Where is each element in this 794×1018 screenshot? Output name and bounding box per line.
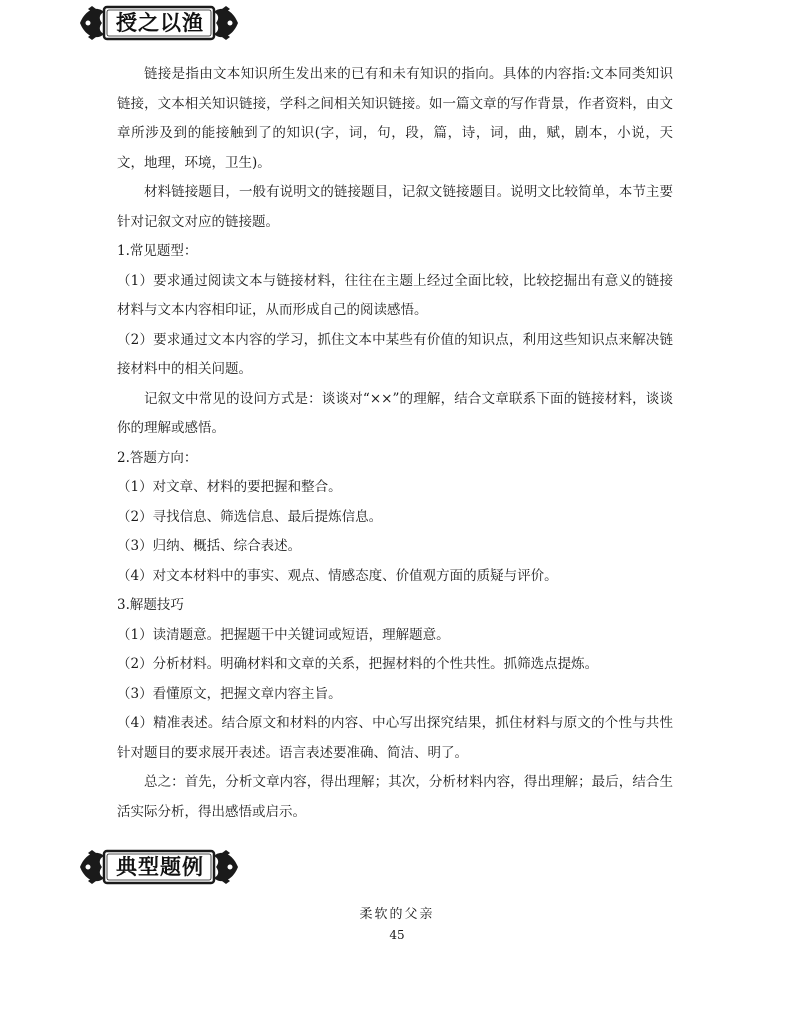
- paragraph: 3.解题技巧: [117, 597, 184, 613]
- paragraph: （2）分析材料。明确材料和文章的关系，把握材料的个性共性。抓筛选点提炼。: [117, 656, 599, 672]
- paragraph: （3）看懂原文，把握文章内容主旨。: [117, 685, 342, 702]
- paragraph: （2）要求通过文本内容的学习，抓住文本中某些有价值的知识点，利用这些知识点来解决链接材料中的相关问题。: [117, 331, 673, 377]
- paragraph: 1.常见题型：: [117, 243, 198, 259]
- section-banner-examples: [78, 846, 240, 888]
- paragraph: 2.答题方向：: [117, 449, 198, 466]
- story-title: 柔软的父亲: [359, 907, 435, 922]
- page-number: 45: [389, 928, 405, 942]
- paragraph: （1）要求通过阅读文本与链接材料，往往在主题上经过全面比较，比较挖掘出有意义的链接材料与文本内容相印证，从而形成自己的阅读感悟。: [117, 272, 673, 318]
- paragraph: 链接是指由文本知识所生发出来的已有和未有知识的指向。具体的内容指:文本同类知识链接，文本相关知识链接，学科之间相关知识链接。如一篇文章的写作背景，作者资料，由文章所涉及到的能接触到了的知识(字，词，句，段，篇，诗，词，曲，赋，剧本，小说，天文，地理，环境，卫生)。: [117, 66, 673, 171]
- paragraph: （3）归纳、概括、综合表述。: [117, 538, 302, 554]
- paragraph: 记叙文中常见的设问方式是：谈谈对“××”的理解，结合文章联系下面的链接材料，谈谈你的理解或感悟。: [117, 390, 673, 436]
- paragraph: （4）精准表述。结合原文和材料的内容、中心写出探究结果，抓住材料与原文的个性与共性针对题目的要求展开表述。语言表述要准确、简洁、明了。: [117, 715, 673, 761]
- paragraph: 材料链接题目，一般有说明文的链接题目，记叙文链接题目。说明文比较简单，本节主要针对记叙文对应的链接题。: [117, 184, 673, 230]
- article-body: [117, 60, 673, 827]
- section-title: 授之以渔: [116, 11, 204, 35]
- paragraph: （1）读清题意。把握题干中关键词或短语，理解题意。: [117, 626, 450, 643]
- paragraph: （4）对文本材料中的事实、观点、情感态度、价值观方面的质疑与评价。: [117, 567, 558, 584]
- paragraph: 总之：首先，分析文章内容，得出理解；其次，分析材料内容，得出理解；最后，结合生活实际分析，得出感悟或启示。: [117, 774, 673, 820]
- paragraph: （2）寻找信息、筛选信息、最后提炼信息。: [117, 508, 383, 525]
- section-banner-method: [78, 2, 240, 44]
- section-title: 典型题例: [116, 855, 204, 879]
- paragraph: （1）对文章、材料的要把握和整合。: [117, 479, 342, 495]
